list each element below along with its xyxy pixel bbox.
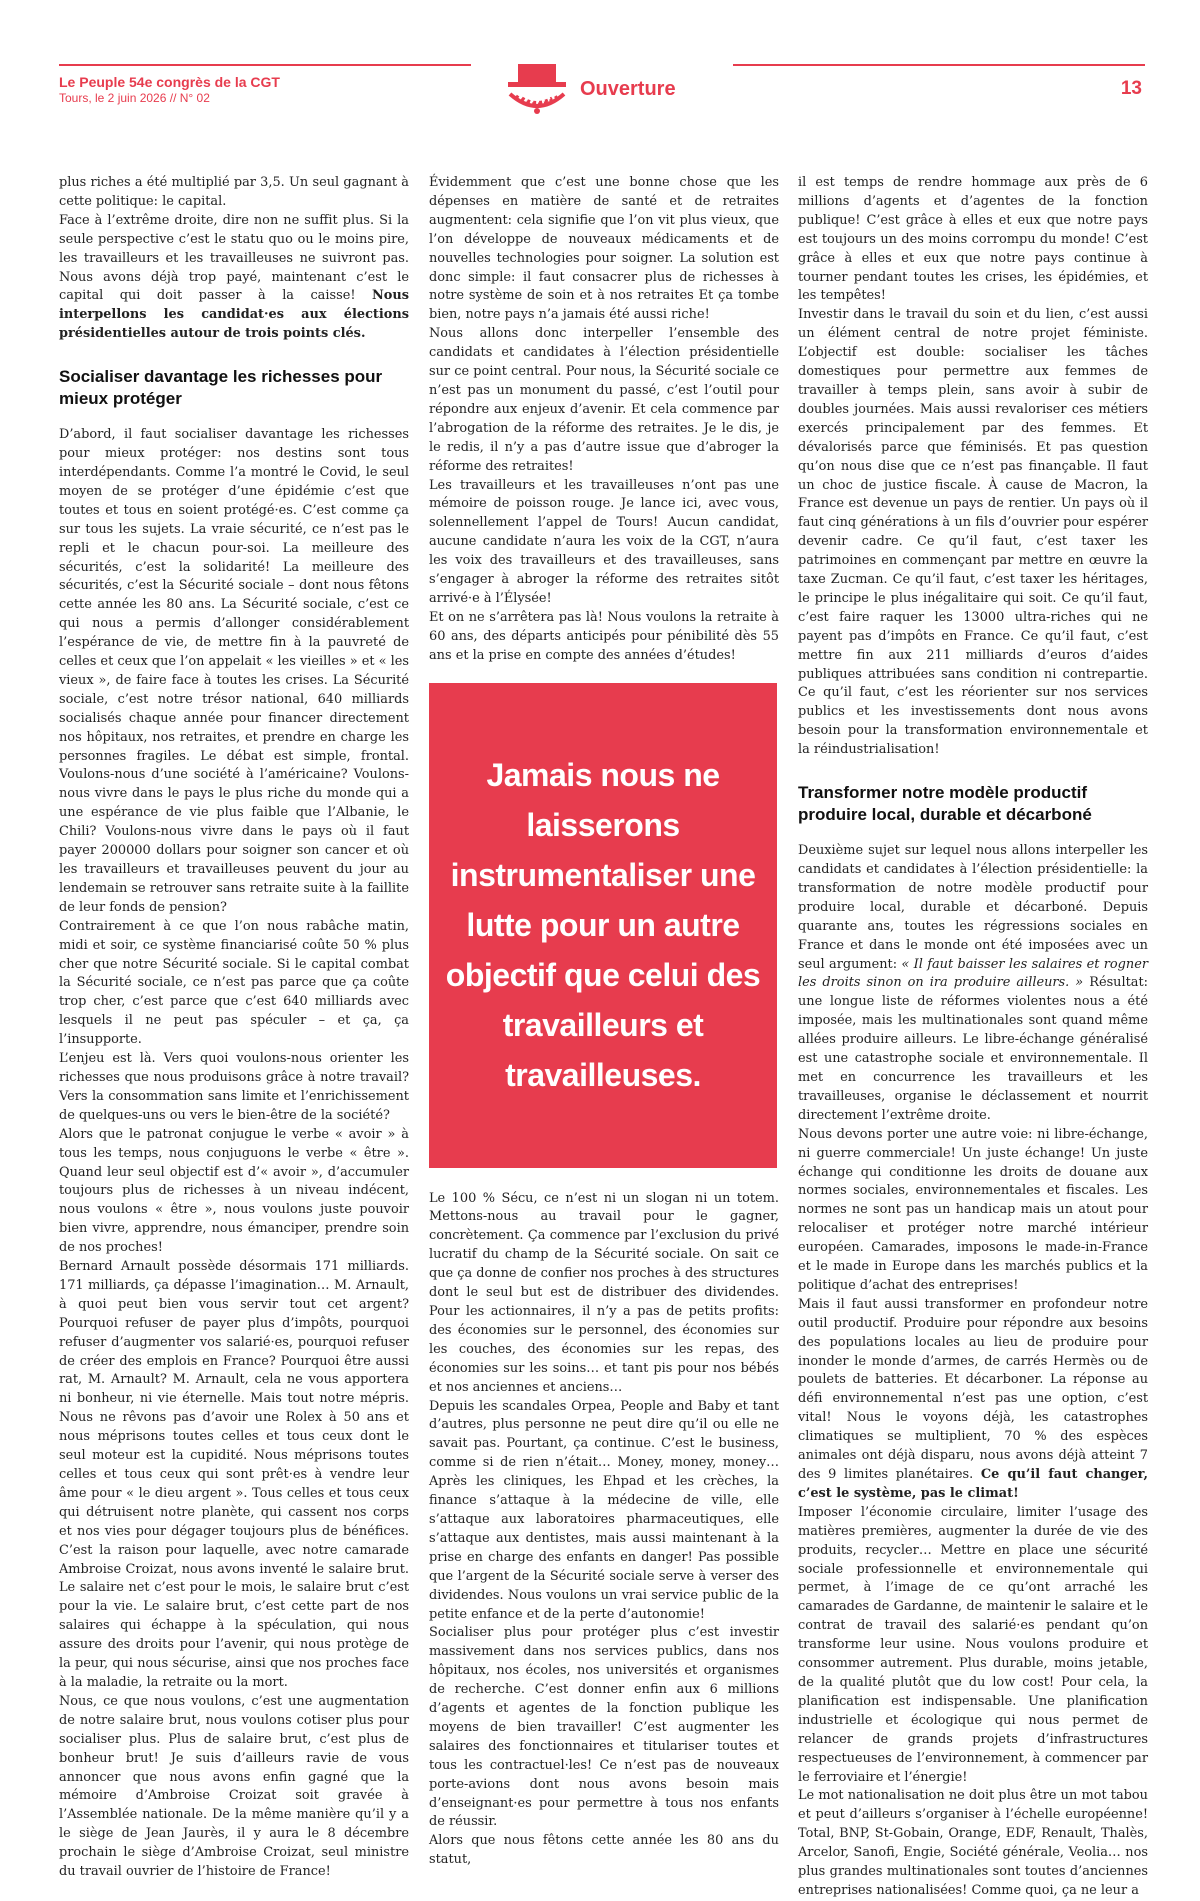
section-title: Ouverture	[580, 78, 676, 100]
paragraph-bold: Nous interpellons les candidat·es aux élections présidentielles autour de trois points clés.	[59, 288, 409, 342]
section-heading: Socialiser davantage les richesses pour mieux protéger	[59, 367, 383, 409]
paragraph: plus riches a été multiplié par 3,5. Un seul gagnant à cette politique: le capital.	[59, 175, 409, 209]
paragraph: Socialiser plus pour protéger plus c’est investir massivement dans nos services publics, dans nos hôpitaux, nos écoles, nos universités et organismes de recherche. C’est donner enfin aux 6 millions d’agents et agentes de la fonction publique les moyens de bien travailler! C’est augmenter les salaires des fonctionnaires et titulariser toutes et tous les contractuel·les! Ce n’est pas de nouveaux porte-avions dont nous avons besoin mais d’enseignant·es pour permettre à tous nos enfants de réussir.	[429, 1625, 779, 1830]
paragraph: Nous allons donc interpeller l’ensemble des candidats et candidates à l’élection présidentielle sur ce point central. Pour nous, la Sécurité sociale ce n’est pas un monument du passé, c’est l’outil pour répondre aux enjeux d’avenir. Et cela commence par l’abrogation de la réforme des retraites. Je le dis, je le redis, il n’y a pas d’autre issue que d’abroger la réforme des retraites!	[429, 326, 779, 474]
paragraph-quote: « Il faut baisser les salaires et rogner les droits sinon on ira produire ailleurs. »	[798, 956, 1148, 991]
paragraph: Les travailleurs et les travailleuses n’ont pas une mémoire de poisson rouge. Je lance ici, avec vous, solennellement l’appel de Tours! Aucun candidat, aucune candidate n’aura les voix de la CGT, n’aura les voix des travailleurs et des travailleuses, sans s’engager à abroger la réforme des retraites sitôt arrivé·e à l’Élysée!	[429, 477, 779, 606]
paragraph: Évidemment que c’est une bonne chose que les dépenses en matière de santé et de retraites augmentent: cela signifie que l’on vit plus vieux, que l’on développe de nouveaux médicaments et de nouvelles technologies pour soigner. La solution est donc simple: il faut consacrer plus de richesses à notre système de soin et à nos retraites Et ça tombe bien, notre pays n’a jamais été aussi riche!	[429, 175, 779, 323]
paragraph: Contrairement à ce que l’on nous rabâche matin, midi et soir, ce système financiarisé coûte 50 % plus cher que notre Sécurité sociale. Si le capital combat la Sécurité sociale, ce n’est pas parce que ça coûte trop cher, c’est parce que c’est 640 milliards avec lesquels il ne peut pas spéculer – et ça, ça l’insupporte.	[59, 918, 409, 1048]
paragraph: Et on ne s’arrêtera pas là! Nous voulons la retraite à 60 ans, des départs anticipés pour pénibilité dès 55 ans et la prise en compte des années d’études!	[429, 609, 779, 663]
paragraph: Depuis les scandales Orpea, People and Baby et tant d’autres, plus personne ne peut dire qu’il ou elle ne savait pas. Pourtant, ça continue. C’est le business, comme si de rien n’était… Money, money, money… Après les cliniques, les Ehpad et les crèches, la finance s’attaque à la médecine de ville, elle s’attaque aux laboratoires pharmaceutiques, elle s’attaque aux dentistes, mais aussi maintenant à la prise en charge des enfants en danger! Pas possible que l’argent de la Sécurité sociale serve à verser des dividendes. Nous voulons un vrai service public de la petite enfance et de la perte d’autonomie!	[429, 1398, 779, 1622]
paragraph-text: Face à l’extrême droite, dire non ne suffit plus. Si la seule perspective c’est le statu quo ou le moins pire, les travailleurs et les travailleuses ne suivront pas. Nous avons déjà trop payé, maintenant c’est le capital qui doit passer à la caisse!	[59, 212, 409, 304]
paragraph	[798, 842, 1148, 1126]
paragraph: Bernard Arnault possède désormais 171 milliards. 171 milliards, ça dépasse l’imagination… M. Arnault, à quoi peut bien vous servir tout cet argent? Pourquoi refuser de payer plus d’impôts, pourquoi refuser d’augmenter vos salarié·es, pourquoi refuser de créer des emplois en France? Pourquoi être aussi rat, M. Arnault? M. Arnault, cela ne vous apportera ni bonheur, ni vie éternelle. Mais tout notre mépris. Nous ne rêvons pas d’avoir une Rolex à 50 ans et nous méprisons toutes celles et tous ceux dont le seul moteur est la cupidité. Nous méprisons toutes celles et tous ceux qui sont prêt·es à vendre leur âme pour « le dieu argent ». Tous celles et tous ceux qui détruisent notre planète, qui cassent nos corps et nos vies pour dégager toujours plus de bénéfices. C’est la raison pour laquelle, avec notre camarade Ambroise Croizat, nous avons inventé le salaire brut. Le salaire net c’est pour le mois, le salaire brut c’est pour la vie. Le salaire brut, c’est cette part de nos salaires qui échappe à la spéculation, qui nous assure des droits pour l’avenir, qui nous protège de la peur, qui nous sécurise, ainsi que nos proches face à la maladie, la retraite ou la mort.	[59, 1259, 409, 1690]
paragraph-bold: Ce qu’il faut changer, c’est le système, pas le climat!	[798, 1467, 1148, 1501]
paragraph: Alors que le patronat conjugue le verbe « avoir » à tous les temps, nous conjuguons le verbe « être ». Quand leur seul objectif est d’« avoir », d’accumuler toujours plus de richesses à un niveau indécent, nous voulons « être », nous voulons juste pouvoir bien vivre, apprendre, nous émanciper, prendre soin de nos proches!	[59, 1126, 409, 1256]
column-2	[429, 174, 779, 1870]
paragraph: Alors que nous fêtons cette année les 80 ans du statut,	[429, 1833, 779, 1868]
paragraph	[59, 212, 409, 344]
paragraph: Le mot nationalisation ne doit plus être un mot tabou et peut d’ailleurs s’organiser à l’échelle européenne! Total, BNP, St-Gobain, Orange, EDF, Renault, Thalès, Arcelor, Sanofi, Engie, Société générale, Veolia… nos plus grandes multinationales sont toutes d’anciennes entreprises nationalisées! Comme quoi, ça ne leur a	[798, 1788, 1148, 1898]
paragraph-text: Mais il faut aussi transformer en profondeur notre outil productif. Produire pour répondre aux besoins des populations locales au lieu de produire pour inonder le monde d’armes, de carrés Hermès ou de poulets de batteries. Et décarboner. La réponse au défi environnemental n’est pas une option, c’est vital! Nous le voyons déjà, les catastrophes climatiques se multiplient, 70 % des espèces animales ont déjà disparu, nous avons déjà atteint 7 des 9 limites planétaires.	[798, 1296, 1148, 1482]
section-heading: Transformer notre modèle productif produire local, durable et décarboné	[798, 783, 1092, 825]
paragraph-text: Deuxième sujet sur lequel nous allons interpeller les candidats et candidates à l’élection présidentielle: la transformation de notre modèle productif pour produire local, durable et décarboné. Depuis quarante ans, toutes les régressions sociales en France et dans le monde ont été imposées avec un seul argument:	[798, 843, 1148, 972]
congress-logo-icon	[504, 62, 570, 126]
paragraph-text: Résultat: une longue liste de réformes violentes nous a été imposée, mais les multinationales sont quand même allées produire ailleurs. Le libre-échange généralisé est une catastrophe sociale et environnementale. Il met en concurrence les travailleurs et les travailleuses, organise le déclassement et nourrit directement l’extrême droite.	[798, 975, 1148, 1123]
page-number: 13	[1120, 78, 1142, 99]
paragraph: Le 100 % Sécu, ce n’est ni un slogan ni un totem. Mettons-nous au travail pour le gagner, concrètement. Ça commence par l’exclusion du privé lucratif du champ de la Sécurité sociale. On sait ce que ça donne de confier nos proches à des structures dont le seul but est de distribuer des dividendes. Pour les actionnaires, il n’y a pas de petits profits: des économies sur le personnel, des économies sur les couches, des économies sur les repas, des économies sur les soins… et tant pis pour nos bébés et nos anciennes et anciens…	[429, 1190, 779, 1395]
paragraph: Nous, ce que nous voulons, c’est une augmentation de notre salaire brut, nous voulons cotiser plus pour socialiser plus. Plus de salaire brut, c’est plus de bonheur brut! Je suis d’ailleurs ravie de vous annoncer que nous avons enfin gagné que la mémoire d’Ambroise Croizat soit gravée à l’Assemblée nationale. De la même manière qu’il y a le siège de Jean Jaurès, il y aura le 8 décembre prochain le siège d’Ambroise Croizat, seul ministre du travail ouvrier de l’histoire de France!	[59, 1693, 409, 1880]
paragraph: Nous devons porter une autre voie: ni libre-échange, ni guerre commerciale! Un juste échange! Un juste échange qui conditionne les droits de douane aux normes sociales, environnementales et fiscales. Les normes ne sont pas un handicap mais un atout pour relocaliser et protéger notre marché intérieur européen. Camarades, imposons le made-in-France et le made in Europe dans les marchés publics et la politique d’achat des entreprises!	[798, 1126, 1148, 1293]
paragraph	[798, 1296, 1148, 1504]
pull-quote-box	[429, 683, 777, 1168]
masthead	[59, 64, 471, 106]
column-1	[59, 174, 409, 1882]
paragraph: il est temps de rendre hommage aux près de 6 millions d’agents et d’agentes de la fonction publique! C’est grâce à elles et eux que notre pays est toujours un des moins corrompu du monde! C’est grâce à elles et eux que notre pays continue à tourner pendant toutes les crises, les épidémies, et les tempêtes!	[798, 175, 1148, 304]
paragraph: Imposer l’économie circulaire, limiter l’usage des matières premières, augmenter la durée de vie des produits, recycler… Mettre en place une sécurité sociale professionnelle et environnementale qui permet, à l’image de ce qu’ont arraché les camarades de Gardanne, de maintenir le salaire et le contrat de travail des salarié·es pendant qu’on transforme leur usine. Nous voulons produire et consommer autrement. Plus durable, moins jetable, de la qualité plutôt que du low cost! Pour cela, la planification est indispensable. Une planification industrielle et écologique qui nous permet de relancer de grands projets d’infrastructures respectueuses de l’environnement, à commencer par le ferroviaire et l’énergie!	[798, 1504, 1148, 1785]
pull-quote: Jamais nous ne laisserons instrumentaliser une lutte pour un autre objectif que celui des travailleurs et travailleuses.	[445, 757, 761, 1094]
publication-date-issue: Tours, le 2 juin 2026 // N° 02	[59, 91, 210, 105]
paragraph: Investir dans le travail du soin et du lien, c’est aussi un élément central de notre projet féministe. L’objectif est double: socialiser les tâches domestiques pour permettre aux femmes de travailler à temps plein, sans avoir à subir de doubles journées. Mais aussi revaloriser ces métiers exercés principalement par des femmes. Et dévalorisés parce que féminisés. Et pas question qu’on nous dise que ce n’est pas finançable. Il faut un choc de justice fiscale. À cause de Macron, la France est devenue un pays de rentier. Un pays où il faut cinq générations à un fils d’ouvrier pour espérer devenir cadre. Ce qu’il faut, c’est taxer les patrimoines en commençant par mettre en œuvre la taxe Zucman. Ce qu’il faut, c’est taxer les héritages, le principe le plus inégalitaire qui soit. Ce qu’il faut, c’est faire raquer les 13000 ultra-riches qui ne payent pas d’impôts en France. Ce qu’il faut, c’est mettre fin aux 211 milliards d’euros d’aides publiques attribuées sans condition ni contrepartie. Ce qu’il faut, c’est les réorienter sur nos services publics et les investissements dont nous avons besoin pour la transformation environnementale et la réindustrialisation!	[798, 307, 1148, 758]
header-rule	[733, 64, 1145, 66]
column-3	[798, 174, 1148, 1901]
publication-title: Le Peuple 54e congrès de la CGT	[59, 74, 280, 90]
paragraph: L’enjeu est là. Vers quoi voulons-nous orienter les richesses que nous produisons grâce à notre travail? Vers la consommation sans limite et l’enrichissement de quelques-uns ou vers le bien-être de la société?	[59, 1051, 409, 1123]
paragraph: D’abord, il faut socialiser davantage les richesses pour mieux protéger: nos destins sont tous interdépendants. Comme l’a montré le Covid, le seul moyen de se protéger d’une épidémie c’est que toutes et tous en soient protégé·es. C’est comme ça sur tous les sujets. La vraie sécurité, ce n’est pas le repli et le chacun pour-soi. La meilleure des sécurités, c’est la solidarité! La meilleure des sécurités, c’est la Sécurité sociale – dont nous fêtons cette année les 80 ans. La Sécurité sociale, c’est ce qui nous a permis d’allonger considérablement l’espérance de vie, de mettre fin à la pauvreté de celles et ceux que l’on appelait « les vieilles » et « les vieux », de faire face à toutes les crises. La Sécurité sociale, c’est notre trésor national, 640 milliards socialisés chaque année pour financer directement nos hôpitaux, nos retraites, et prendre en charge les personnes fragiles. Le débat est simple, frontal. Voulons-nous d’une société à l’américaine? Voulons-nous vivre dans le pays le plus riche du monde qui a une espérance de vie plus faible que l’Albanie, le Chili? Voulons-nous vivre dans le pays où il faut payer 200000 dollars pour soigner son cancer et où les travailleurs et travailleuses peuvent du jour au lendemain se retrouver sans retraite suite à la faillite de leur fonds de pension?	[59, 427, 409, 915]
